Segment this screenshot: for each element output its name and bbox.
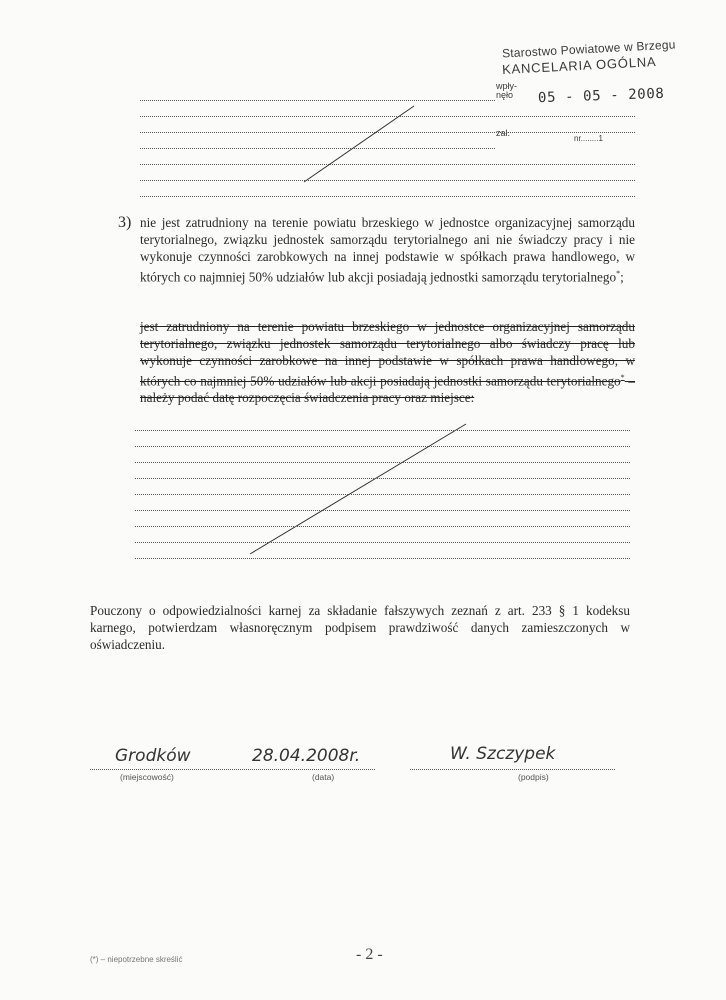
item-3-number: 3) [118,214,132,231]
dotted-line [135,558,630,559]
date-handwritten: 28.04.2008r. [252,746,361,766]
stamp-office: Starostwo Powiatowe w Brzegu [501,37,676,61]
dotted-line [135,510,630,511]
date-label: (data) [312,772,335,782]
dotted-line [135,494,630,495]
dotted-line [135,462,630,463]
stamp-received-label: wpły- nęło [496,81,518,100]
place-date-dotted-line [90,769,375,770]
stamp-received-date: 05 - 05 - 2008 [537,85,665,107]
place-label: (miejscowość) [120,772,174,782]
statement-paragraph: Pouczony o odpowiedzialności karnej za składanie fałszywych zeznań z art. 233 § 1 kodeksu karnego, potwierdzam własnoręcznym podpisem prawdziwość danych zamieszczonych w oświadczeniu. [90,603,630,652]
dotted-line [135,526,630,527]
stamp-number: nr........1 [574,134,603,143]
item-3-text: nie jest zatrudniony na terenie powiatu brzeskiego w jednostce organizacyjnej samorządu terytorialnego, związku jednostek samorządu terytorialnego ani nie świadczy pracy i nie wykonuje czynności zarobkowych na innej podstawie w spółkach prawa handlowego, w których co najmniej 50% udziałów lub akcji posiadają jednostki samorządu terytorialnego*; [140,215,635,285]
place-handwritten: Grodków [115,746,191,766]
signature-dotted-line [410,769,615,770]
signature-handwritten: W. Szczypek [450,744,556,764]
dotted-line [135,542,630,543]
cross-out-stroke-top [304,106,414,182]
cross-out-stroke-bottom [250,424,466,554]
stamp-department: KANCELARIA OGÓLNA [501,53,657,78]
signature-label: (podpis) [518,772,549,782]
crossed-out-paragraph: jest zatrudniony na terenie powiatu brzeskiego w jednostce organizacyjnej samorządu terytorialnego, związku jednostek samorządu terytorialnego albo świadczy pracę lub wykonuje czynności zarobkowe na innej podstawie w spółkach prawa handlowego, w których co najmniej 50% udziałów lub akcji posiadają jednostki samorządu terytorialnego* – należy podać datę rozpoczęcia świadczenia pracy oraz miejsce: [140,319,636,406]
footnote: (*) – niepotrzebne skreślić [90,955,183,964]
stamp-attachments-label: zał. [496,128,511,138]
dotted-line [135,430,630,431]
dotted-line [135,446,630,447]
dotted-line [135,478,630,479]
page-number: - 2 - [356,946,383,963]
